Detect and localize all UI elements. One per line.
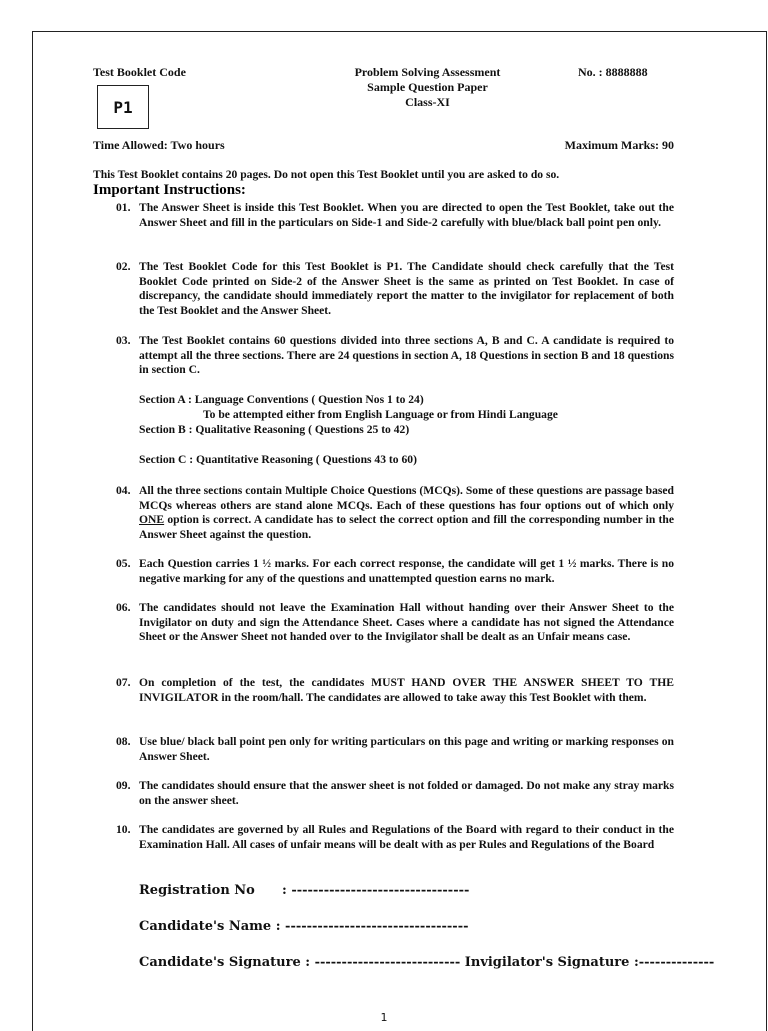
instruction-item bbox=[116, 260, 674, 318]
paper-number: No. : 8888888 bbox=[578, 65, 648, 79]
instruction-text: Use blue/ black ball point pen only for writing particulars on this page and writing or marking responses on Answer Sheet. bbox=[139, 735, 674, 763]
class-label: Class-XI bbox=[405, 95, 450, 109]
instruction-text: The candidates are governed by all Rules and Regulations of the Board with regard to their conduct in the Examination Hall. All cases of unfair means will be dealt with as per Rules and Regulations of the Board bbox=[139, 823, 674, 851]
instruction-item bbox=[116, 779, 674, 808]
instruction-number: 03. bbox=[116, 334, 131, 347]
section-a: Section A : Language Conventions ( Question Nos 1 to 24) bbox=[139, 393, 424, 406]
page-number: 1 bbox=[380, 1011, 388, 1024]
booklet-code-box: P1 bbox=[97, 85, 149, 129]
instruction-item bbox=[116, 601, 674, 645]
instruction-text-part: option is correct. A candidate has to select the correct option and fill the corresponding number in the Answer Sheet against the question. bbox=[139, 513, 674, 541]
instruction-text: The candidates should ensure that the answer sheet is not folded or damaged. Do not make any stray marks on the answer sheet. bbox=[139, 779, 674, 807]
instruction-number: 05. bbox=[116, 557, 131, 570]
paper-type: Sample Question Paper bbox=[367, 80, 488, 94]
assessment-name: Problem Solving Assessment bbox=[354, 65, 501, 79]
instruction-text: The candidates should not leave the Examination Hall without handing over their Answer Sheet to the Invigilator on duty and sign the Attendance Sheet. Cases where a candidate has not signed the Attendance Sheet or the Answer Sheet not handed over to the Invigilator shall be dealt as an Unfair means case. bbox=[139, 601, 674, 644]
instruction-number: 09. bbox=[116, 779, 131, 792]
instruction-text: On completion of the test, the candidates MUST HAND OVER THE ANSWER SHEET TO THE INVIGILATOR in the room/hall. The candidates are allowed to take away this Test Booklet with them. bbox=[139, 676, 674, 704]
instruction-number: 06. bbox=[116, 601, 131, 614]
instruction-text bbox=[139, 484, 674, 542]
emphasis-one: ONE bbox=[139, 513, 165, 527]
instruction-item bbox=[116, 676, 674, 705]
instruction-item bbox=[116, 557, 674, 586]
assessment-title bbox=[320, 65, 535, 110]
candidate-name-field[interactable]: Candidate's Name : ---------------------------------- bbox=[139, 919, 469, 934]
instruction-number: 01. bbox=[116, 201, 131, 214]
instruction-text: The Answer Sheet is inside this Test Booklet. When you are directed to open the Test Booklet, take out the Answer Sheet and fill in the particulars on Side-1 and Side-2 carefully with blue/black ball point pen only. bbox=[139, 201, 674, 229]
instruction-number: 10. bbox=[116, 823, 131, 836]
intro-text: This Test Booklet contains 20 pages. Do not open this Test Booklet until you are asked to do so. bbox=[93, 168, 560, 181]
instruction-text: Each Question carries 1 ½ marks. For each correct response, the candidate will get 1 ½ marks. There is no negative marking for any of the questions and unattempted question earns no mark. bbox=[139, 557, 674, 585]
instruction-text-part: All the three sections contain Multiple Choice Questions (MCQs). Some of these questions are passage based MCQs whereas others are stand alone MCQs. Each of these questions has four options out of which only bbox=[139, 484, 674, 512]
section-a-note: To be attempted either from English Language or from Hindi Language bbox=[203, 408, 558, 421]
section-b: Section B : Qualitative Reasoning ( Questions 25 to 42) bbox=[139, 423, 410, 436]
registration-field[interactable]: Registration No : --------------------------------- bbox=[139, 883, 470, 898]
instruction-item bbox=[116, 484, 674, 542]
instruction-text: The Test Booklet contains 60 questions divided into three sections A, B and C. A candidate is required to attempt all the three sections. There are 24 questions in section A, 18 Questions in section B and 18 questions in section C. bbox=[139, 334, 674, 377]
booklet-code-label: Test Booklet Code bbox=[93, 65, 186, 79]
instruction-number: 08. bbox=[116, 735, 131, 748]
instruction-item bbox=[116, 334, 674, 378]
instruction-number: 02. bbox=[116, 260, 131, 273]
maximum-marks: Maximum Marks: 90 bbox=[564, 138, 674, 152]
instruction-item bbox=[116, 823, 674, 852]
signature-line[interactable]: Candidate's Signature : --------------------------- Invigilator's Signature :-------------- bbox=[139, 955, 715, 970]
time-allowed: Time Allowed: Two hours bbox=[93, 138, 225, 152]
instruction-item bbox=[116, 735, 674, 764]
instructions-title: Important Instructions: bbox=[93, 182, 246, 198]
section-c: Section C : Quantitative Reasoning ( Questions 43 to 60) bbox=[139, 453, 417, 466]
instruction-item bbox=[116, 201, 674, 230]
instruction-number: 07. bbox=[116, 676, 131, 689]
instruction-text: The Test Booklet Code for this Test Booklet is P1. The Candidate should check carefully that the Test Booklet Code printed on Side-2 of the Answer Sheet is the same as printed on Test Booklet. In case of discrepancy, the candidate should immediately report the matter to the invigilator for replacement of both the Test Booklet and the Answer Sheet. bbox=[139, 260, 674, 317]
instruction-number: 04. bbox=[116, 484, 131, 497]
